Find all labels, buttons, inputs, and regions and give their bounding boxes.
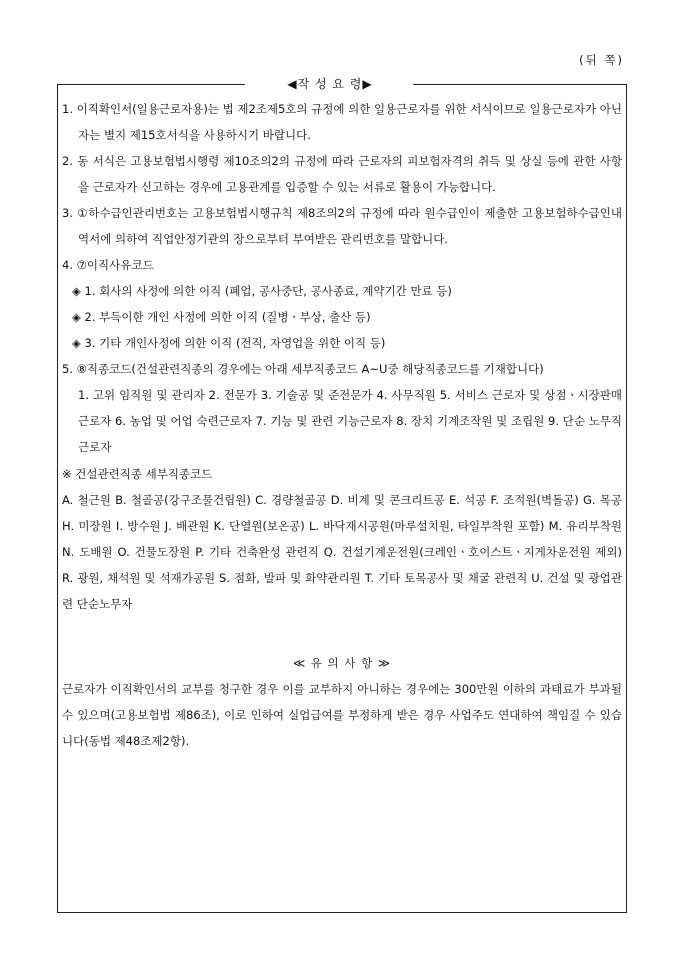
construction-codes-title: ※ 건설관련직종 세부직종코드 — [62, 467, 213, 481]
occupation-code-list: 1. 고위 임직원 및 관리자 2. 전문가 3. 기술공 및 준전문가 4. 사무직원 5. 서비스 근로자 및 상점ㆍ시장판매 근로자 6. 농업 및 어업 숙련근로자 7. 기능 및 관련 기능근로자 8. 장치 기계조작원 및 조립원 9. 단순 노무직 근로자 — [78, 388, 622, 454]
page-side-label: (뒤 쪽) — [579, 53, 624, 67]
instruction-item-3: 3. ①하수급인관리번호는 고용보험법시행규칙 제8조의2의 규정에 따라 원수급인이 제출한 고용보험하수급인내역서에 의하여 직업안정기관의 장으로부터 부여받은 관리번호를 말합니다. — [62, 206, 622, 246]
instruction-item-1: 1. 이직확인서(일용근로자용)는 법 제2조제5호의 규정에 의한 일용근로자를 위한 서식이므로 일용근로자가 아닌 자는 별지 제15호서식을 사용하시기 바랍니다. — [62, 102, 622, 142]
section-title: ◀작 성 요 령▶ — [287, 77, 373, 91]
caution-title: ≪ 유 의 사 항 ≫ — [293, 656, 391, 670]
instruction-content — [62, 96, 622, 754]
instruction-item-4-title: 4. ⑦이직사유코드 — [62, 258, 154, 272]
separation-reason-code-2: ◈ 2. 부득이한 개인 사정에 의한 이직 (질병ㆍ부상, 출산 등) — [72, 310, 371, 324]
separation-reason-code-1: ◈ 1. 회사의 사정에 의한 이직 (폐업, 공사중단, 공사종료, 계약기간 만료 등) — [72, 284, 452, 298]
separation-reason-code-3: ◈ 3. 기타 개인사정에 의한 이직 (전직, 자영업을 위한 이직 등) — [72, 336, 386, 350]
instruction-item-5-title: 5. ⑧직종코드(건설관련직종의 경우에는 아래 세부직종코드 A~U중 해당직종코드를 기재합니다) — [62, 362, 544, 376]
caution-body: 근로자가 이직확인서의 교부를 청구한 경우 이를 교부하지 아니하는 경우에는 300만원 이하의 과태료가 부과될 수 있으며(고용보험법 제86조), 이로 인하여 실업급여를 부정하게 받은 경우 사업주도 연대하여 책임질 수 있습니다(동법 제48조제2항). — [62, 682, 622, 748]
instruction-item-2: 2. 동 서식은 고용보험법시행령 제10조의2의 규정에 따라 근로자의 피보험자격의 취득 및 상실 등에 관한 사항을 근로자가 신고하는 경우에 고용관계를 입증할 수 있는 서류로 활용이 가능합니다. — [62, 154, 622, 194]
construction-codes-list: A. 철근원 B. 철골공(강구조물건립원) C. 경량철골공 D. 비계 및 콘크리트공 E. 석공 F. 조적원(벽돌공) G. 목공 H. 미장원 I. 방수원 J. 배관원 K. 단열원(보온공) L. 바닥재시공원(마루설치원, 타일부착원 포함) M. 유리부착원 N. 도배원 O. 건물도장원 P. 기타 건축완성 관련직 Q. 건설기계운전원(크레인ㆍ호이스트ㆍ지게차운전원 제외) R. 광원, 채석원 및 석재가공원 S. 점화, 발파 및 화약관리원 T. 기타 토목공사 및 채굴 관련직 U. 건설 및 광업관련 단순노무자 — [62, 493, 622, 611]
